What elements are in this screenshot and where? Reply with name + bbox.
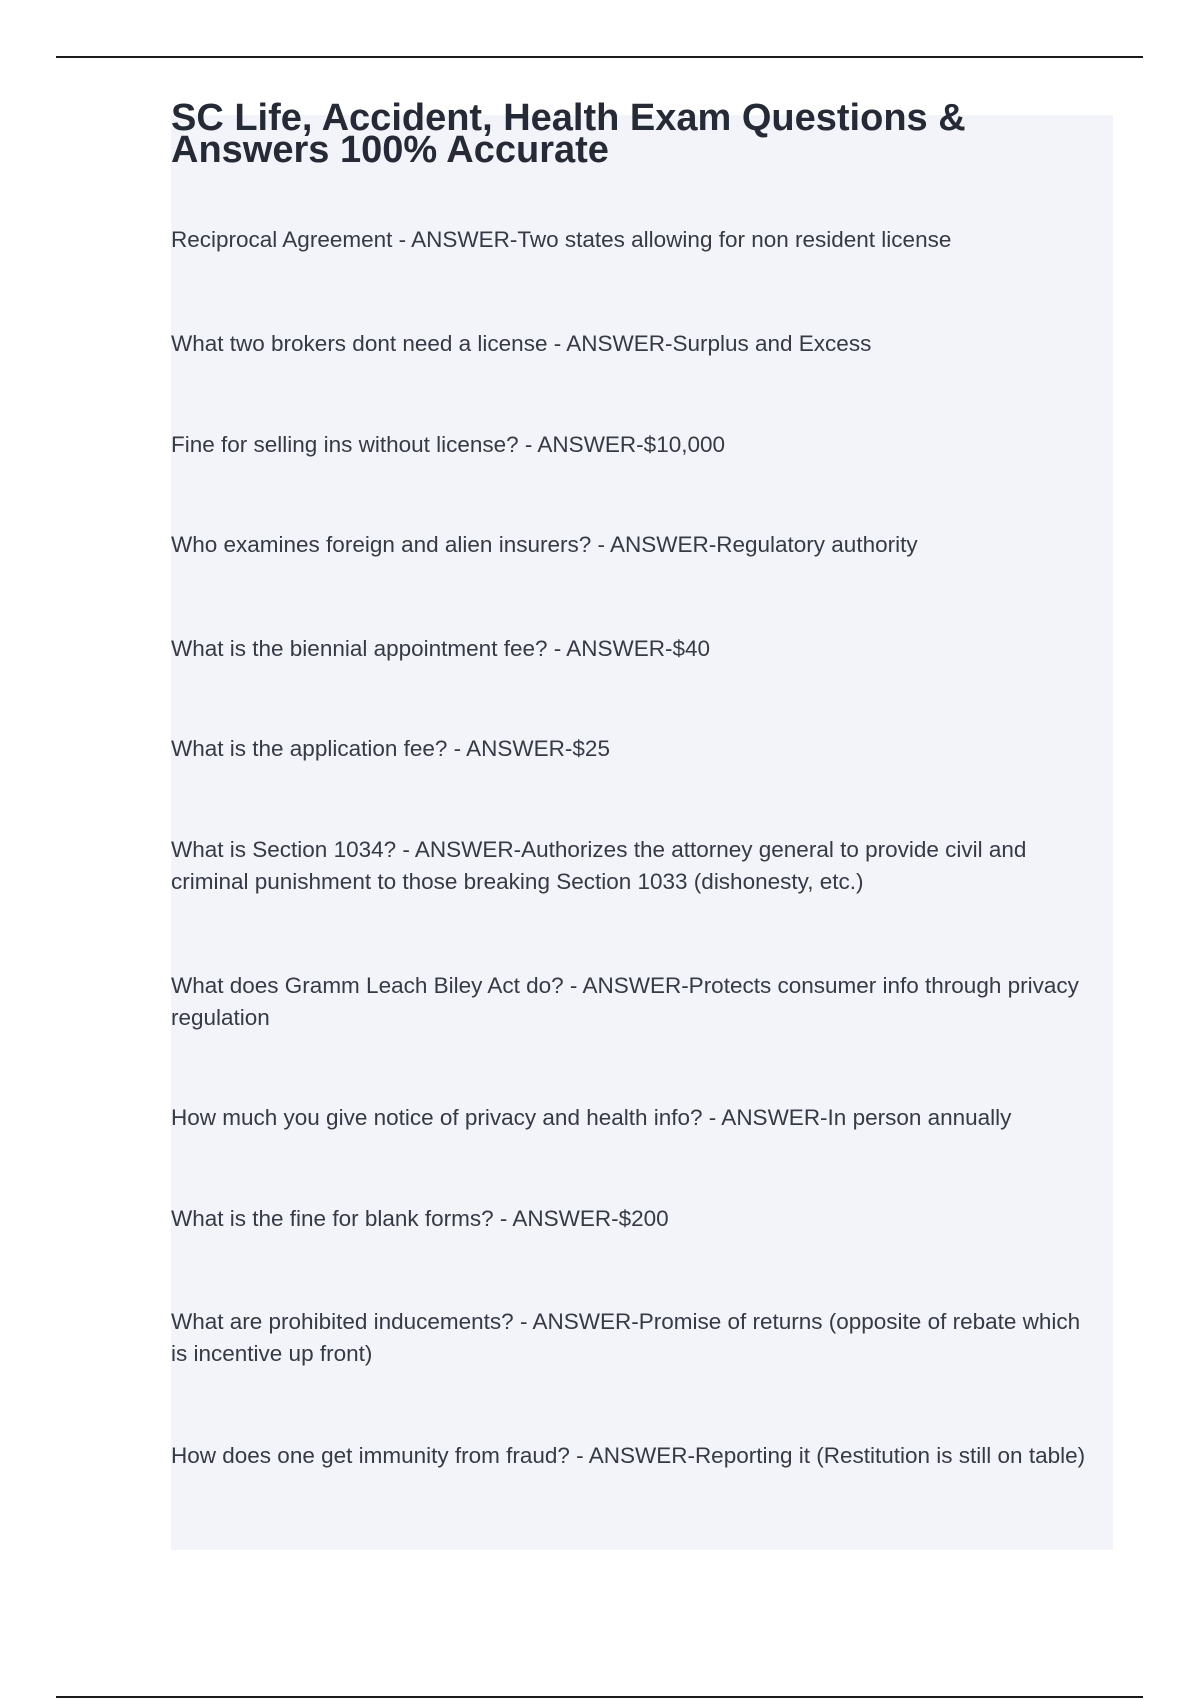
qa-item: What is Section 1034? - ANSWER-Authorizes the attorney general to provide civil and criminal punishment to those breaking Section 1033 (dishonesty, etc.) [171, 837, 1027, 894]
qa-item: What are prohibited inducements? - ANSWER-Promise of returns (opposite of rebate which is incentive up front) [171, 1309, 1081, 1366]
top-rule [56, 56, 1143, 58]
qa-item: What is the application fee? - ANSWER-$25 [171, 736, 610, 761]
qa-item: What two brokers dont need a license - ANSWER-Surplus and Excess [171, 331, 872, 356]
qa-item: What does Gramm Leach Biley Act do? - ANSWER-Protects consumer info through privacy regulation [171, 973, 1079, 1030]
qa-item: What is the fine for blank forms? - ANSWER-$200 [171, 1206, 669, 1231]
qa-item: How much you give notice of privacy and health info? - ANSWER-In person annually [171, 1105, 1012, 1130]
qa-item: Fine for selling ins without license? - ANSWER-$10,000 [171, 432, 726, 457]
document-title: SC Life, Accident, Health Exam Questions & Answers 100% Accurate [171, 97, 966, 171]
qa-item: How does one get immunity from fraud? - ANSWER-Reporting it (Restitution is still on table) [171, 1443, 1086, 1468]
bottom-rule [56, 1696, 1143, 1698]
qa-item: Reciprocal Agreement - ANSWER-Two states allowing for non resident license [171, 227, 952, 252]
qa-item: Who examines foreign and alien insurers? - ANSWER-Regulatory authority [171, 532, 918, 557]
qa-item: What is the biennial appointment fee? - ANSWER-$40 [171, 636, 711, 661]
